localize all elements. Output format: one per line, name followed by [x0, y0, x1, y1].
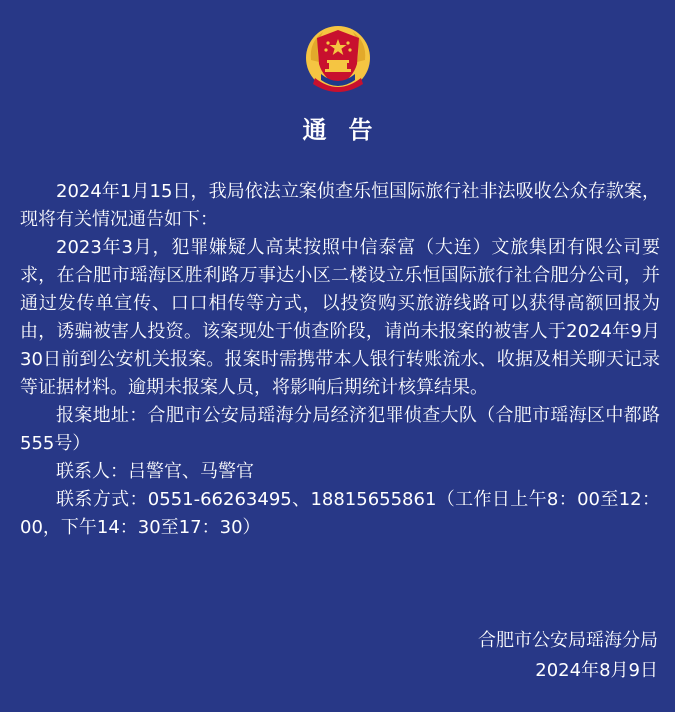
notice-body	[20, 178, 660, 542]
police-emblem-icon	[301, 22, 375, 96]
notice-paragraph-case-details: 2023年3月，犯罪嫌疑人高某按照中信泰富（大连）文旅集团有限公司要求，在合肥市瑶海区胜利路万事达小区二楼设立乐恒国际旅行社合肥分公司，并通过发传单宣传、口口相传等方式，以投资购买旅游线路可以获得高额回报为由，诱骗被害人投资。该案现处于侦查阶段，请尚未报案的被害人于2024年9月30日前到公安机关报案。报案时需携带本人银行转账流水、收据及相关聊天记录等证据材料。逾期未报案人员，将影响后期统计核算结果。	[20, 237, 660, 398]
notice-signature	[478, 626, 658, 686]
notice-paragraph-report-address: 报案地址：合肥市公安局瑶海分局经济犯罪侦查大队（合肥市瑶海区中都路555号）	[20, 405, 660, 454]
notice-paragraph-contact-person: 联系人：吕警官、马警官	[56, 461, 254, 482]
notice-title: 通告	[302, 116, 395, 144]
notice-paragraph-intro: 2024年1月15日，我局依法立案侦查乐恒国际旅行社非法吸收公众存款案，现将有关情况通告如下：	[20, 181, 660, 230]
signature-date: 2024年8月9日	[535, 660, 658, 681]
notice-paragraph-contact-info: 联系方式：0551-66263495、18815655861（工作日上午8：00至12：00，下午14：30至17：30）	[20, 489, 660, 538]
signature-org: 合肥市公安局瑶海分局	[478, 630, 658, 651]
